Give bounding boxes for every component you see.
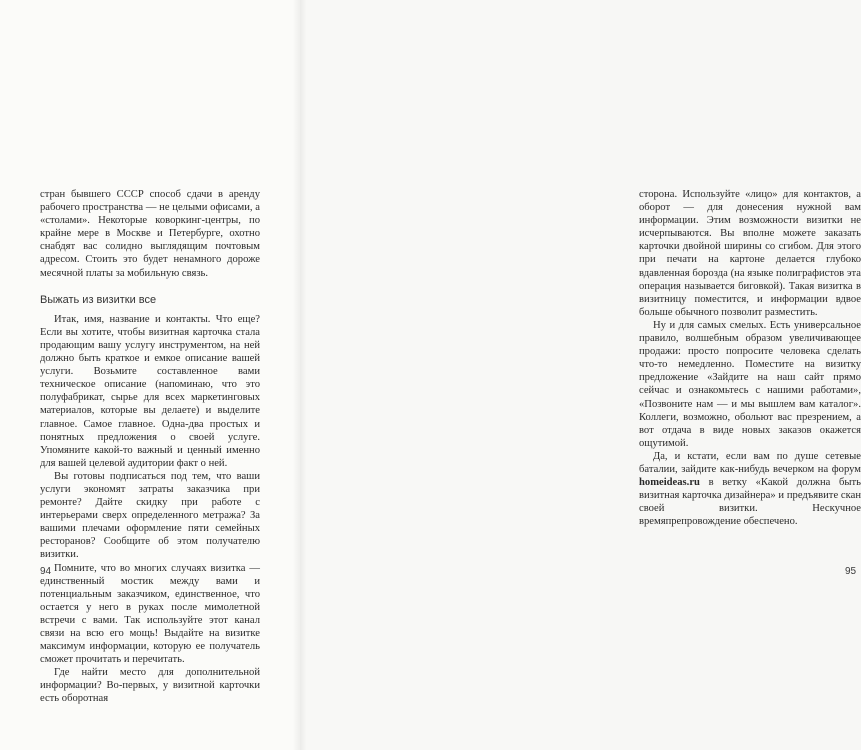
- body-paragraph: сторона. Используйте «лицо» для контактов, а оборот — для донесения нужной вам информации. Этим возможности визитки не исчерпываются. Вы вполне можете заказать карточки двойной ширины со сгибом. Для этого при печати на картоне делается глубоко вдавленная борозда (на языке полиграфистов эта операция называется биговкой). Такая визитка в визитницу поместится, и информации вдвое больше обычного позволит разместить.: [639, 189, 861, 318]
- body-paragraph: Вы готовы подписаться под тем, что ваши услуги экономят затраты заказчика при ремонте? Дайте скидку при работе с интерьерами сверх определенного метража? За вашими плечами оформление пяти семейных ресторанов? Сообщите об этом получателю визитки.: [40, 470, 260, 561]
- paragraph-text: в ветку «Какой должна быть визитная карточка дизайнера» и предъявите скан своей визитки. Нескучное времяпрепровождение обеспечено.: [639, 477, 861, 528]
- right-page: [300, 0, 861, 750]
- paragraph-text: Да, и кстати, если вам по душе сетевые баталии, зайдите как-нибудь вечерком на форум: [639, 450, 861, 475]
- page-number-left: 94: [40, 566, 52, 577]
- right-page-text: [639, 188, 861, 528]
- body-paragraph: Итак, имя, название и контакты. Что еще? Если вы хотите, чтобы визитная карточка стала продающим вашу услугу инструментом, на ней должно быть краткое и емкое описание вашей услуги. Возьмите составленное вами техническое описание (напоминаю, что это полуфабрикат, сырье для всех маркетинговых материалов, которые вы делаете) и выделите главное. Самое главное. Одна-два простых и понятных предложения о своей услуге. Упомяните какой-то важный и ценный именно для вашей целевой аудитории факт о ней.: [40, 313, 260, 469]
- body-paragraph: Где найти место для дополнительной информации? Во-первых, у визитной карточки есть оборотная: [40, 667, 260, 705]
- forum-link-text: homeideas.ru: [639, 477, 700, 489]
- body-paragraph: Помните, что во многих случаях визитка — единственный мостик между вами и потенциальным заказчиком, единственное, что остается у него в руках после мимолетной встречи с вами. Так используйте этот канал связи на всю его мощь! Выдайте на визитке максимум информации, которую ее получатель сможет прочитать и перечитать.: [40, 562, 260, 666]
- section-heading: Выжать из визитки все: [40, 293, 157, 306]
- book-gutter: [293, 0, 307, 750]
- body-paragraph: [639, 450, 861, 529]
- body-paragraph: Ну и для самых смелых. Есть универсальное правило, волшебным образом увеличивающее продажи: просто попросите человека сделать что-то немедленно. Поместите на визитку предложение «Зайдите на наш сайт прямо сейчас и ознакомьтесь с нашими работами», «Позвоните нам — и мы вышлем вам каталог». Коллеги, возможно, обольют вас презрением, а вот отдача в виде новых заказов окажется ощутимой.: [639, 319, 861, 449]
- page-number-right: 95: [845, 566, 857, 577]
- left-page: [0, 0, 300, 750]
- intro-paragraph: стран бывшего СССР способ сдачи в аренду рабочего пространства — не целыми офисами, а «столами». Некоторые коворкинг-центры, по крайне мере в Москве и Петербурге, охотно снабдят вас солидно выглядящим почтовым адресом. Стоить это будет ненамного дороже месячной платы за мобильную связь.: [40, 189, 260, 279]
- left-page-text: [40, 188, 260, 706]
